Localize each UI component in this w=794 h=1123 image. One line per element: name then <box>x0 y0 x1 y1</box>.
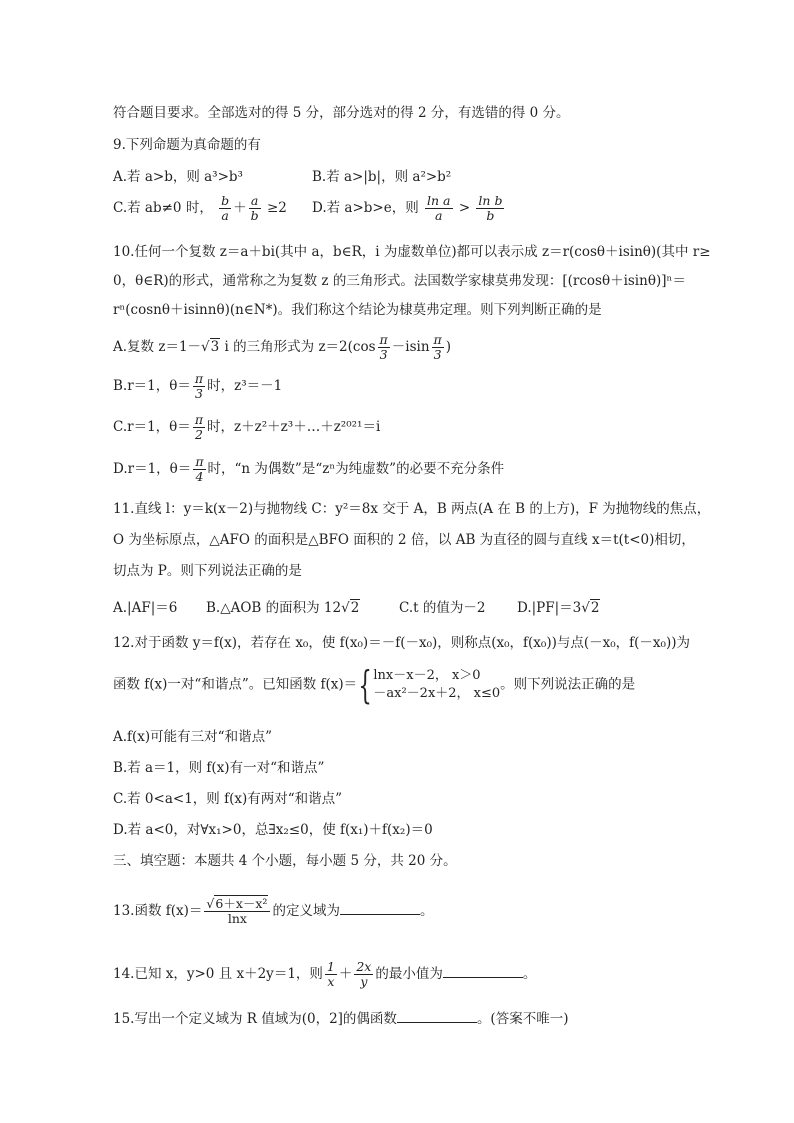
q12-option-d: D.若 a<0，对∀x₁>0，总∃x₂≤0，使 f(x₁)＋f(x₂)＝0 <box>113 822 433 838</box>
sqrt-symbol: √2 <box>581 600 600 616</box>
sqrt-symbol: √2 <box>341 600 360 616</box>
answer-blank[interactable] <box>340 902 420 915</box>
sqrt-symbol: √3 <box>201 339 220 355</box>
fraction-pi-over-4: $\frac{\pi}{4}$ <box>195 454 204 484</box>
answer-blank[interactable] <box>443 965 523 978</box>
q12-line-1: 12.对于函数 y＝f(x)，若存在 x₀，使 f(x₀)＝－f(－x₀)，则称点(x₀，f(x₀))与点(－x₀，f(－x₀))为 <box>113 635 690 651</box>
q9-option-a: A.若 a>b，则 a³>b³ <box>113 169 243 185</box>
fraction-b-over-a: $\frac{b}{a}$ <box>221 193 230 223</box>
q10-line-1: 10.任何一个复数 z＝a＋bi(其中 a，b∈R，i 为虚数单位)都可以表示成 z＝r(cosθ＋isinθ)(其中 r≥ <box>113 244 711 260</box>
q12-option-c: C.若 0<a<1，则 f(x)有两对“和谐点” <box>113 791 343 807</box>
q10-line-2: 0，θ∈R)的形式，通常称之为复数 z 的三角形式。法国数学家棣莫弗发现：[(rcosθ＋isinθ)]ⁿ＝ <box>113 273 686 289</box>
q11-option-a: A.|AF|＝6 <box>113 600 178 616</box>
q11-option-b: B.△AOB 的面积为 12√2 <box>206 600 360 616</box>
fraction-pi-over-3: $\frac{\pi}{3}$ <box>379 332 388 362</box>
q9-option-d: D.若 a>b>e，则 $\frac{\text{ln a}}{a}$ > $\frac{\text{ln b}}{b}$ <box>312 193 503 223</box>
q11-line-1: 11.直线 l：y＝k(x－2)与抛物线 C：y²＝8x 交于 A，B 两点(A 在 B 的上方)，F 为抛物线的焦点， <box>113 501 711 517</box>
q12-option-b: B.若 a＝1，则 f(x)有一对“和谐点” <box>113 760 325 776</box>
q10-option-b: B.r＝1，θ＝ $\frac{\pi}{3}$ 时，z³＝－1 <box>113 371 283 401</box>
q10-option-a: A.复数 z＝1－√3 i 的三角形式为 z＝2(cos $\frac{\pi}{3}$ －isin $\frac{\pi}{3}$ ) <box>113 332 452 362</box>
answer-blank[interactable] <box>397 1010 477 1023</box>
q9-stem: 9.下列命题为真命题的有 <box>113 137 261 153</box>
fraction-lna-over-a: $\frac{\text{ln a}}{a}$ <box>427 193 451 223</box>
q11-line-3: 切点为 P。则下列说法正确的是 <box>113 563 302 579</box>
piecewise-cases: lnx－x－2， x＞0 －ax²－2x＋2， x≤0 <box>373 668 501 701</box>
q14: 14.已知 x，y>0 且 x＋2y＝1，则 $\frac{1}{x}$ ＋ $\frac{2x}{y}$ 的最小值为 。 <box>113 959 537 989</box>
fraction-pi-over-2: $\frac{\pi}{2}$ <box>194 412 204 442</box>
q13: 13.函数 f(x)＝ $\frac{\text{√6＋x－x²}}{\ln x}$ 的定义域为 。 <box>113 896 434 926</box>
q10-line-3: rⁿ(cosnθ＋isinnθ)(n∈N*)。我们称这个结论为棣莫弗定理。则下列判断正确的是 <box>113 302 602 318</box>
q10-option-d: D.r＝1，θ＝ $\frac{\pi}{4}$ 时，“n 为偶数”是“zⁿ为纯虚数”的必要不充分条件 <box>113 454 505 484</box>
fraction-1-over-x: $\frac{1}{x}$ <box>326 959 335 989</box>
fraction-pi-over-3-b: $\frac{\pi}{3}$ <box>433 332 442 362</box>
instruction-line: 符合题目要求。全部选对的得 5 分，部分选对的得 2 分，有选错的得 0 分。 <box>113 105 570 121</box>
q15: 15.写出一个定义域为 R 值域为(0，2]的偶函数 。(答案不唯一) <box>113 1011 569 1027</box>
fraction-domain: $\frac{\text{√6＋x－x²}}{\ln x}$ <box>204 897 270 926</box>
fraction-2x-over-y: $\frac{2x}{y}$ <box>356 959 372 989</box>
q11-option-c: C.t 的值为－2 <box>399 600 486 616</box>
fraction-lnb-over-b: $\frac{\text{ln b}}{b}$ <box>478 193 503 223</box>
q11-option-d: D.|PF|＝3√2 <box>517 600 600 616</box>
fraction-a-over-b: $\frac{a}{b}$ <box>250 193 259 223</box>
q11-line-2: O 为坐标原点，△AFO 的面积是△BFO 面积的 2 倍，以 AB 为直径的圆与直线 x＝t(t<0)相切， <box>113 532 695 548</box>
left-brace: { <box>358 663 372 707</box>
q9-option-b: B.若 a>|b|，则 a²>b² <box>312 169 452 185</box>
q9-option-c: C.若 ab≠0 时， $\frac{b}{a}$ ＋ $\frac{a}{b}$ ≥2 <box>113 193 287 223</box>
q12-line-2: 函数 f(x)一对“和谐点”。已知函数 f(x)＝{ lnx－x－2， x＞0 －ax²－2x＋2， x≤0 。则下列说法正确的是 <box>113 663 636 707</box>
section-3-heading: 三、填空题：本题共 4 个小题，每小题 5 分，共 20 分。 <box>113 853 457 869</box>
q12-option-a: A.f(x)可能有三对“和谐点” <box>113 729 272 745</box>
fraction-pi-over-3-c: $\frac{\pi}{3}$ <box>194 371 204 401</box>
q10-option-c: C.r＝1，θ＝ $\frac{\pi}{2}$ 时，z＋z²＋z³＋…＋z²⁰²¹＝i <box>113 412 381 442</box>
